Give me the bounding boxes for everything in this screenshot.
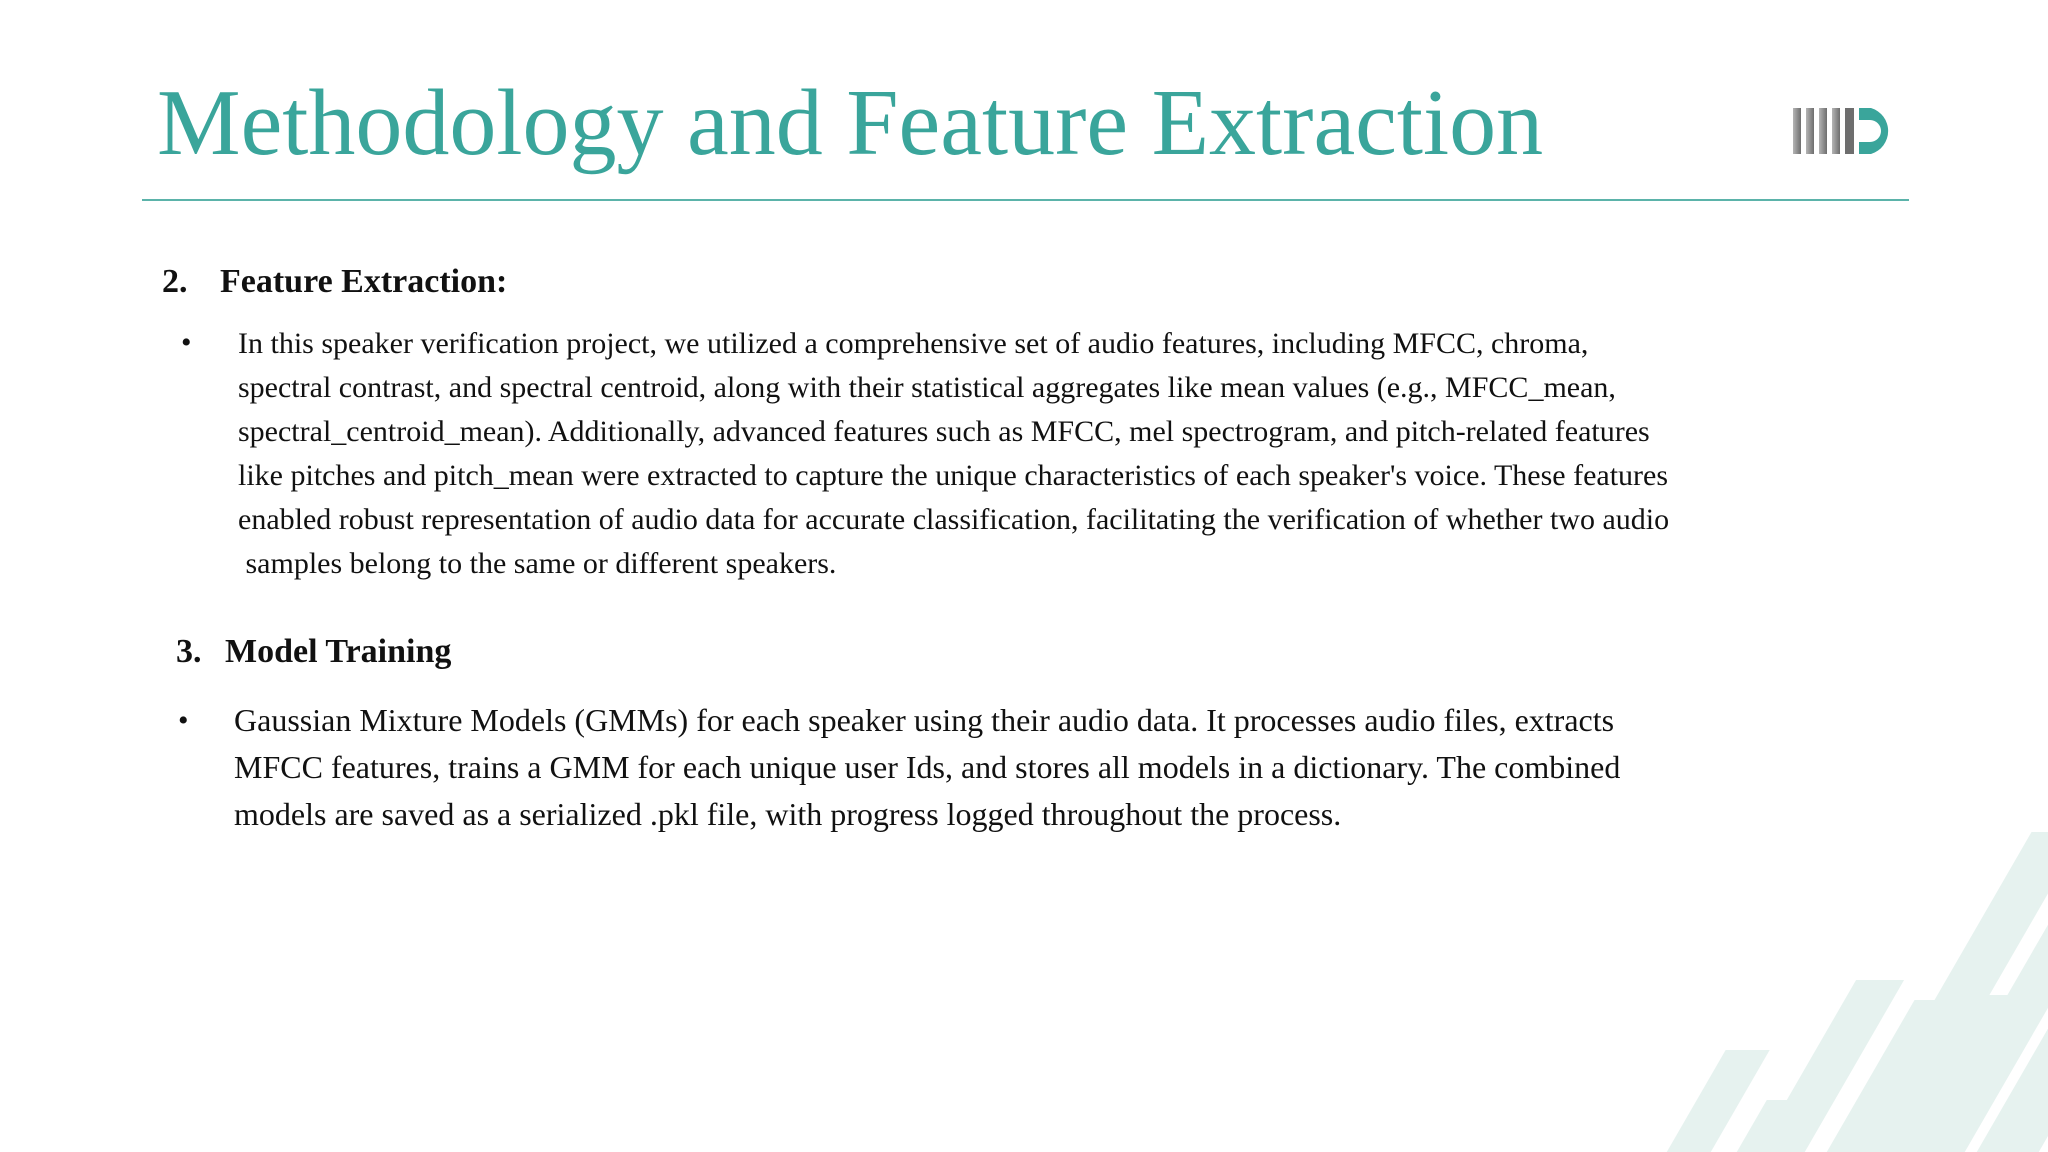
section-title: Feature Extraction: xyxy=(220,263,508,300)
iiitd-logo-icon xyxy=(1793,106,1897,158)
paragraph-line: Gaussian Mixture Models (GMMs) for each speaker using their audio data. It processes audio files, extracts xyxy=(234,702,1615,738)
decorative-stripes xyxy=(1620,800,2048,1152)
paragraph-line: models are saved as a serialized .pkl file, with progress logged throughout the process. xyxy=(234,796,1342,832)
paragraph-line: enabled robust representation of audio data for accurate classification, facilitating the verification of whether two audio xyxy=(238,503,1670,536)
bullet-point: • xyxy=(178,704,189,737)
paragraph-line: MFCC features, trains a GMM for each unique user Ids, and stores all models in a dictionary. The combined xyxy=(234,749,1621,785)
title-divider xyxy=(142,199,1909,201)
bullet-point: • xyxy=(181,326,192,359)
section-title: Model Training xyxy=(225,633,452,670)
section-heading-feature-extraction xyxy=(162,262,507,303)
section-number: 3. xyxy=(176,633,202,670)
paragraph-line: like pitches and pitch_mean were extracted to capture the unique characteristics of each speaker's voice. These features xyxy=(238,459,1669,492)
section-number: 2. xyxy=(162,263,188,300)
paragraph-line: samples belong to the same or different speakers. xyxy=(238,547,837,580)
paragraph-line: spectral contrast, and spectral centroid, along with their statistical aggregates like mean values (e.g., MFCC_mean, xyxy=(238,371,1616,404)
slide-title: Methodology and Feature Extraction xyxy=(157,71,1544,175)
paragraph-line: spectral_centroid_mean). Additionally, advanced features such as MFCC, mel spectrogram, and pitch-related features xyxy=(238,415,1650,448)
section-heading-model-training xyxy=(176,632,451,673)
paragraph-line: In this speaker verification project, we utilized a comprehensive set of audio features, including MFCC, chroma, xyxy=(238,327,1589,360)
